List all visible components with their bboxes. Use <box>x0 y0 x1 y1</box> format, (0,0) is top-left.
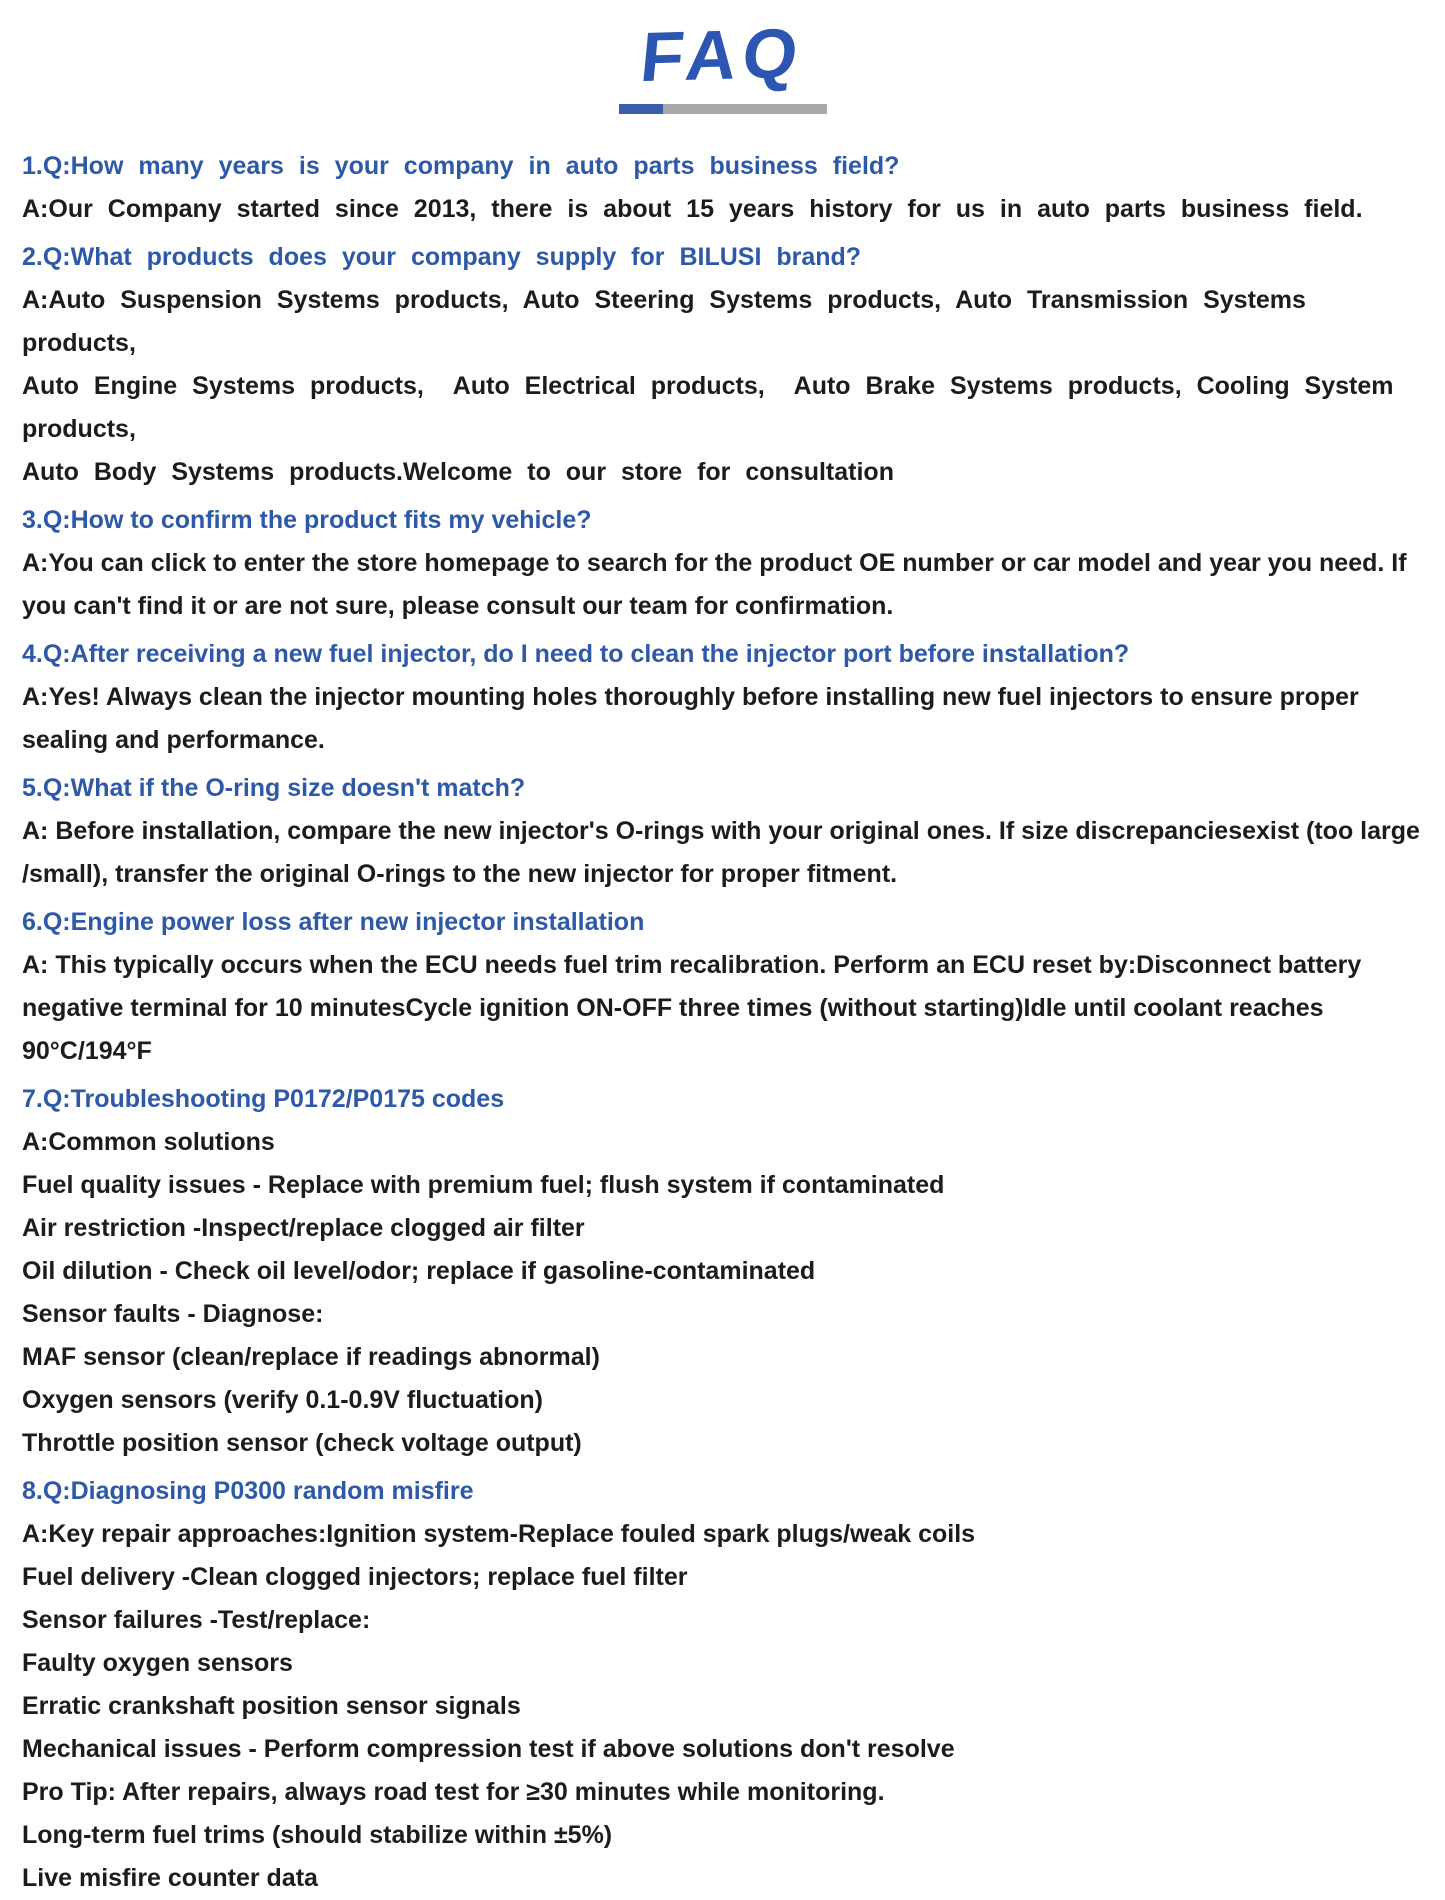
faq-answer-line: /small), transfer the original O-rings to the new injector for proper fitment. <box>22 860 898 888</box>
faq-answer-line: Throttle position sensor (check voltage output) <box>22 1429 582 1457</box>
faq-answer-line: sealing and performance. <box>22 726 325 754</box>
faq-list <box>0 114 1445 1900</box>
faq-title: FAQ <box>636 13 807 97</box>
faq-answer-line: 90°C/194°F <box>22 1037 152 1065</box>
faq-answer-line: Mechanical issues - Perform compression test if above solutions don't resolve <box>22 1735 955 1763</box>
faq-answer-line: MAF sensor (clean/replace if readings abnormal) <box>22 1343 600 1371</box>
faq-answer-line: Live misfire counter data <box>22 1864 318 1892</box>
faq-answer-line: A:Key repair approaches:Ignition system-Replace fouled spark plugs/weak coils <box>22 1520 976 1548</box>
faq-answer-line: Erratic crankshaft position sensor signals <box>22 1692 521 1720</box>
faq-answer-line: A:You can click to enter the store homepage to search for the product OE number or car model and year you need. If <box>22 549 1407 577</box>
faq-answer-line: Pro Tip: After repairs, always road test for ≥30 minutes while monitoring. <box>22 1778 885 1806</box>
faq-answer-line: you can't find it or are not sure, please consult our team for confirmation. <box>22 592 894 620</box>
faq-answer-line: Sensor failures -Test/replace: <box>22 1606 371 1634</box>
faq-answer-line: Oil dilution - Check oil level/odor; replace if gasoline-contaminated <box>22 1257 816 1285</box>
faq-answer-line: Oxygen sensors (verify 0.1-0.9V fluctuation) <box>22 1386 543 1414</box>
faq-question: 3.Q:How to confirm the product fits my vehicle? <box>22 506 592 534</box>
faq-question: 8.Q:Diagnosing P0300 random misfire <box>22 1477 474 1505</box>
faq-question: 5.Q:What if the O-ring size doesn't match? <box>22 774 526 802</box>
faq-answer-line: A:Our Company started since 2013, there is about 15 years history for us in auto parts business field. <box>22 195 1363 223</box>
faq-answer-line: Auto Body Systems products.Welcome to our store for consultation <box>22 458 894 486</box>
faq-answer-line: A:Common solutions <box>22 1128 275 1156</box>
faq-answer-line: Fuel delivery -Clean clogged injectors; replace fuel filter <box>22 1563 688 1591</box>
faq-answer-line: negative terminal for 10 minutesCycle ignition ON-OFF three times (without starting)Idle until coolant reaches <box>22 994 1324 1022</box>
faq-header <box>0 0 1445 114</box>
faq-answer-line: Faulty oxygen sensors <box>22 1649 293 1677</box>
faq-question: 4.Q:After receiving a new fuel injector, do I need to clean the injector port before installation? <box>22 640 1130 668</box>
faq-answer-line: Long-term fuel trims (should stabilize within ±5%) <box>22 1821 613 1849</box>
underline-blue-segment <box>619 104 663 114</box>
faq-answer-line: A: Before installation, compare the new injector's O-rings with your original ones. If size discrepanciesexist (too large <box>22 817 1420 845</box>
faq-answer-line: A: This typically occurs when the ECU needs fuel trim recalibration. Perform an ECU reset by:Disconnect battery <box>22 951 1362 979</box>
faq-question: 6.Q:Engine power loss after new injector installation <box>22 908 645 936</box>
faq-question: 1.Q:How many years is your company in auto parts business field? <box>22 152 900 180</box>
faq-answer-line: Fuel quality issues - Replace with premium fuel; flush system if contaminated <box>22 1171 945 1199</box>
faq-answer-line: Sensor faults - Diagnose: <box>22 1300 324 1328</box>
faq-answer-line: A:Auto Suspension Systems products, Auto Steering Systems products, Auto Transmission Systems products, <box>22 286 1321 357</box>
faq-question: 7.Q:Troubleshooting P0172/P0175 codes <box>22 1085 505 1113</box>
faq-answer-line: Air restriction -Inspect/replace clogged air filter <box>22 1214 585 1242</box>
title-underline <box>619 104 827 114</box>
faq-answer-line: A:Yes! Always clean the injector mounting holes thoroughly before installing new fuel injectors to ensure proper <box>22 683 1359 711</box>
underline-gray-segment <box>663 104 827 114</box>
faq-question: 2.Q:What products does your company supply for BILUSI brand? <box>22 243 862 271</box>
faq-answer-line: Auto Engine Systems products, Auto Electrical products, Auto Brake Systems products, Cooling System products, <box>22 372 1409 443</box>
